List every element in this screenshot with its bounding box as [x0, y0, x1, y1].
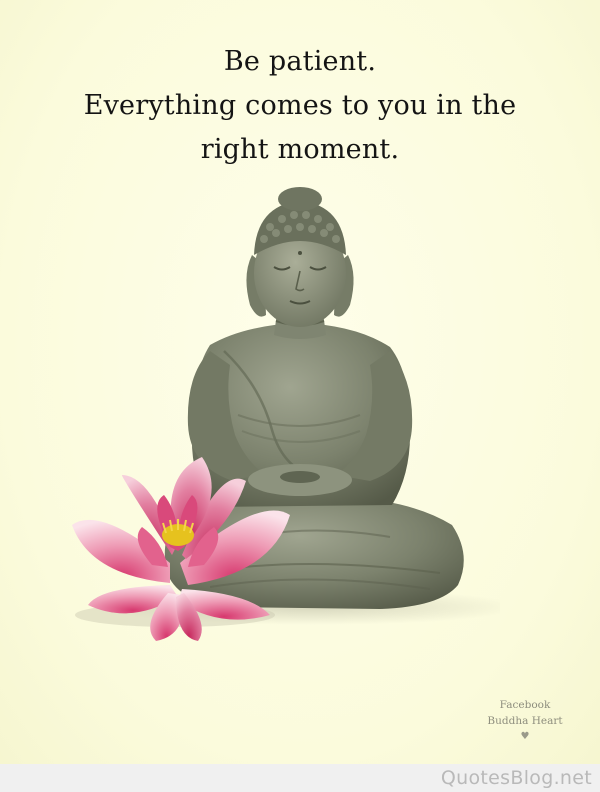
watermark [470, 697, 580, 745]
watermark-line-1: Facebook [499, 699, 551, 711]
watermark-line-2: Buddha Heart [487, 715, 563, 727]
heart-icon: ♥ [520, 731, 530, 742]
footer-bar [0, 764, 600, 792]
artwork [60, 175, 500, 655]
quote-line-1: Be patient. [223, 46, 377, 77]
site-watermark-link[interactable]: QuotesBlog.net [440, 767, 592, 789]
quote-line-3: right moment. [200, 134, 400, 165]
quote-line-2: Everything comes to you in the [83, 90, 517, 121]
quote-text [0, 40, 600, 172]
